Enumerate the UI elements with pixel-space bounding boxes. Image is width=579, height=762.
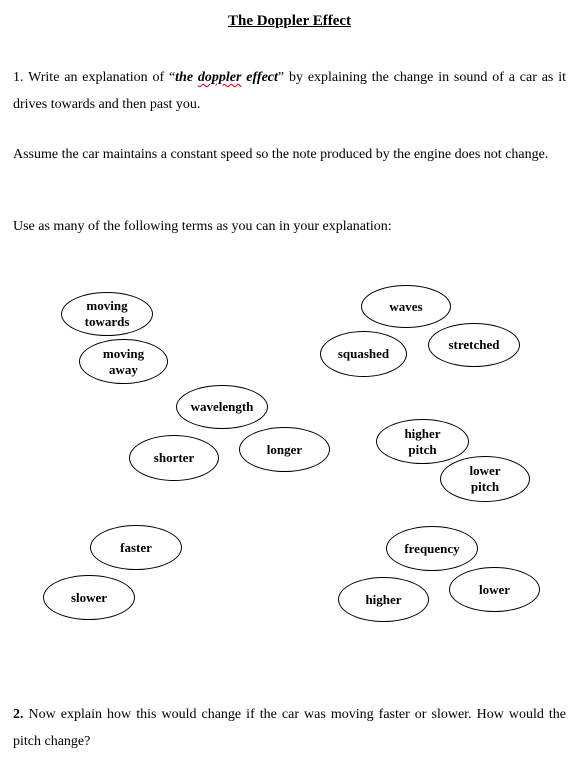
question-2-number: 2.: [13, 707, 24, 722]
term-oval-moving-away: [79, 339, 168, 384]
term-oval-moving-towards: [61, 292, 153, 336]
term-label: moving away: [102, 345, 145, 377]
term-label: higher pitch: [404, 425, 441, 457]
term-oval-higher: [338, 577, 429, 622]
term-label: higher: [365, 591, 402, 607]
term-label: slower: [70, 589, 108, 605]
term-label: wavelength: [190, 399, 254, 414]
term-oval-faster: [90, 525, 182, 570]
term-oval-squashed: [320, 331, 407, 377]
term-oval-longer: [239, 427, 330, 472]
doppler-term-effect: effect: [241, 70, 278, 85]
question-1-number: 1.: [13, 70, 24, 85]
term-label: longer: [266, 441, 303, 457]
term-oval-stretched: [428, 323, 520, 367]
term-oval-frequency: [386, 526, 478, 571]
term-oval-lower-pitch: [440, 456, 530, 502]
term-label: lower pitch: [469, 463, 501, 494]
term-oval-waves: [361, 285, 451, 328]
question-1: [13, 64, 566, 118]
assumption-text: Assume the car maintains a constant speed so the note produced by the engine does not change.: [13, 147, 549, 162]
question-2: [13, 701, 566, 755]
question-1-text-before: Write an explanation of “: [28, 70, 176, 85]
doppler-term-the: the: [175, 70, 198, 85]
term-oval-higher-pitch: [376, 419, 469, 464]
term-label: lower: [478, 581, 511, 597]
question-2-text: Now explain how this would change if the car was moving faster or slower. How would the pitch change?: [13, 707, 566, 749]
page-title: The Doppler Effect: [227, 13, 352, 29]
doppler-term: [175, 70, 278, 85]
term-oval-wavelength: [176, 385, 268, 429]
term-label: waves: [389, 298, 423, 314]
term-label: squashed: [337, 346, 390, 361]
doppler-term-doppler: doppler: [197, 70, 242, 85]
term-label: faster: [120, 539, 152, 555]
term-label: frequency: [404, 540, 460, 556]
term-oval-lower: [449, 567, 540, 612]
term-label: stretched: [448, 337, 500, 352]
term-oval-slower: [43, 575, 135, 620]
instruction-text: Use as many of the following terms as you can in your explanation:: [13, 219, 392, 234]
term-oval-shorter: [129, 435, 219, 481]
question-1-text-after: ” by explaining the change in sound of a car as it drives towards and then past you.: [13, 70, 566, 112]
term-label: moving towards: [84, 298, 130, 329]
term-label: shorter: [153, 450, 195, 465]
